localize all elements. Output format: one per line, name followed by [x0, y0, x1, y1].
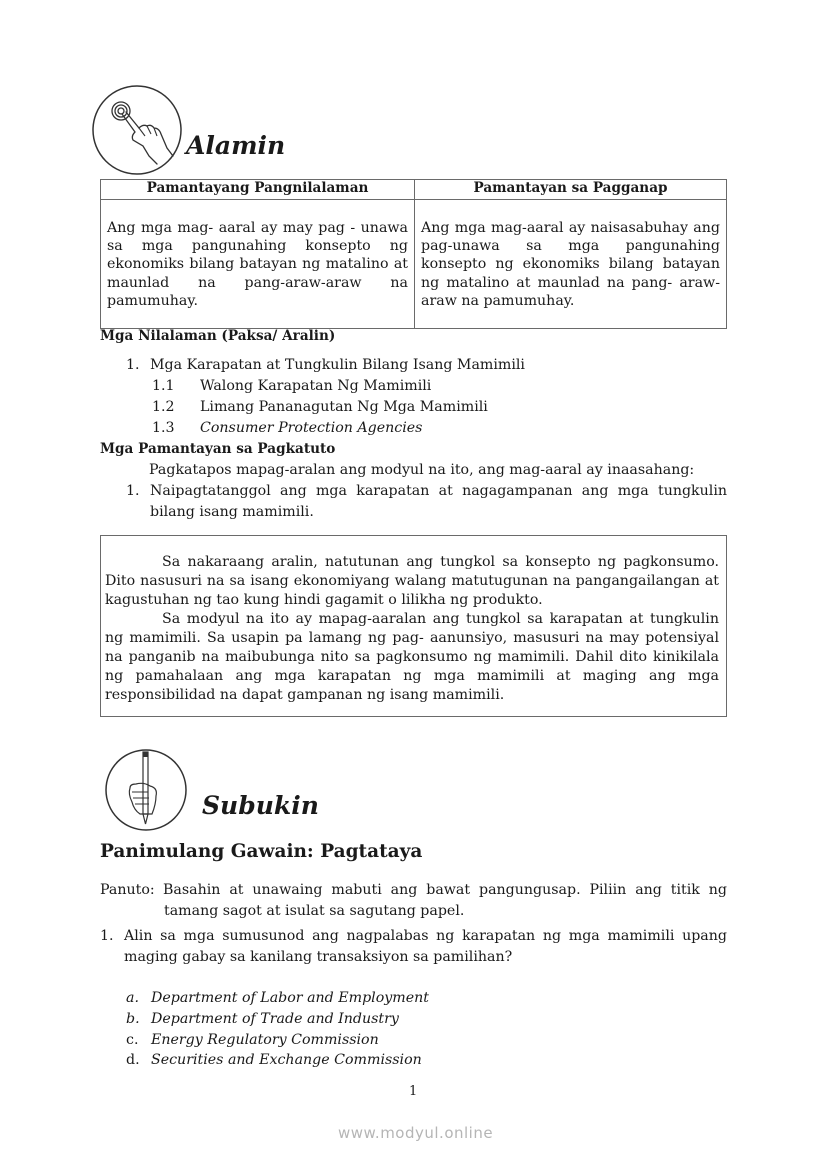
standards-table: [100, 179, 727, 329]
choice-letter: b.: [126, 1011, 140, 1027]
choice-letter: c.: [126, 1032, 139, 1048]
list-item-num: 1.: [126, 483, 140, 499]
choice-letter: a.: [126, 990, 139, 1006]
sub-item: Limang Pananagutan Ng Mga Mamimili: [200, 399, 488, 415]
intro-paragraph: Sa modyul na ito ay mapag-aaralan ang tungkol sa karapatan at tungkulin ng mamimili. Sa usapin pa lamang ng pag- aanunsiyo, masusuri na may potensiyal na panganib na maibubunga nito sa pagkonsumo ng mamimili. Dahil dito kinikilala ng pamahalaan ang mga karapatan ng mga mamimili at maging ang mga responsibilidad na dapat gampanan ng isang mamimili.: [105, 611, 719, 703]
subsection-title: Panimulang Gawain: Pagtataya: [100, 841, 423, 862]
choice-text: Energy Regulatory Commission: [151, 1032, 379, 1048]
pagkatuto-heading: Mga Pamantayan sa Pagkatuto: [100, 441, 336, 457]
list-item: Naipagtatanggol ang mga karapatan at nagagampanan ang mga tungkulin bilang isang mamimili.: [150, 483, 727, 520]
choice-text: Department of Labor and Employment: [151, 990, 429, 1006]
sub-item-num: 1.1: [152, 378, 175, 394]
page-number: 1: [409, 1084, 418, 1099]
sub-item-num: 1.3: [152, 420, 175, 436]
pagkatuto-intro: Pagkatapos mapag-aralan ang modyul na ito, ang mag-aaral ay inaasahang:: [149, 462, 695, 478]
pointing-hand-icon: [91, 84, 183, 176]
hand-holding-pencil-icon: [104, 748, 188, 832]
choice-text: Securities and Exchange Commission: [151, 1052, 422, 1068]
table-cell: Ang mga mag-aaral ay naisasabuhay ang pag-unawa sa mga pangunahing konsepto ng ekonomiks bilang batayan ng matalino at maunlad na pang- araw-araw na pamumuhay.: [415, 200, 727, 329]
section-title-alamin: Alamin: [186, 131, 286, 160]
section-title-subukin: Subukin: [202, 791, 319, 820]
intro-box: [100, 535, 727, 717]
panuto-text: Basahin at unawaing mabuti ang bawat pangungusap. Piliin ang titik ng tamang sagot at isulat sa sagutang papel.: [163, 882, 727, 919]
list-item: Mga Karapatan at Tungkulin Bilang Isang Mamimili: [150, 357, 525, 373]
list-item-num: 1.: [126, 357, 140, 373]
question-num: 1.: [100, 928, 114, 944]
question-text: Alin sa mga sumusunod ang nagpalabas ng karapatan ng mga mamimili upang maging gabay sa kanilang transaksiyon sa pamilihan?: [124, 928, 727, 965]
sub-item: Consumer Protection Agencies: [200, 420, 423, 436]
intro-paragraph: Sa nakaraang aralin, natutunan ang tungkol sa konsepto ng pagkonsumo. Dito nasusuri na sa isang ekonomiyang walang matutugunan na pangangailangan at kagustuhan ng tao kung hindi gagamit o lilikha ng produkto.: [105, 554, 719, 608]
choice-letter: d.: [126, 1052, 140, 1068]
table-cell: Ang mga mag- aaral ay may pag - unawa sa mga pangunahing konsepto ng ekonomiks bilang batayan ng matalino at maunlad na pang-araw-araw na pamumuhay.: [101, 200, 415, 329]
table-header: Pamantayan sa Pagganap: [415, 180, 727, 200]
sub-item-num: 1.2: [152, 399, 175, 415]
sub-item: Walong Karapatan Ng Mamimili: [200, 378, 432, 394]
table-header: Pamantayang Pangnilalaman: [101, 180, 415, 200]
watermark: www.modyul.online: [338, 1124, 494, 1142]
panuto-label: Panuto:: [100, 882, 155, 898]
choice-text: Department of Trade and Industry: [151, 1011, 399, 1027]
nilalaman-heading: Mga Nilalaman (Paksa/ Aralin): [100, 328, 336, 344]
